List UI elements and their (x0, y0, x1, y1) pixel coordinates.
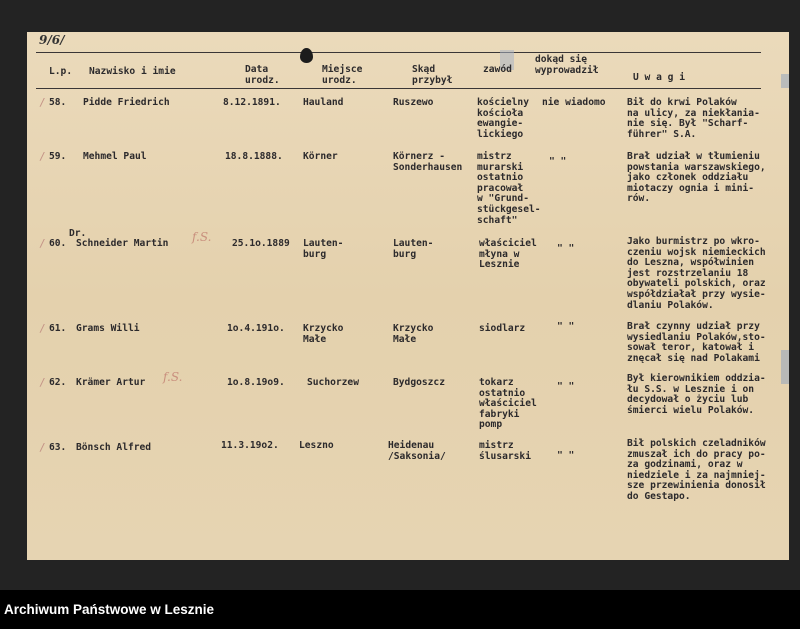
row-number: 60. (49, 238, 67, 249)
row-number: 59. (49, 151, 67, 162)
row-occupation: mistrz murarski ostatnio pracował w "Grund- stückgesel- schaft" (477, 151, 541, 226)
row-number: 58. (49, 97, 67, 108)
pencil-mark: / (39, 322, 46, 335)
row-remarks: Bił do krwi Polaków na ulicy, za niekłania- nie się. Był "Scharf- führer" S.A. (627, 97, 760, 140)
row-name: Bönsch Alfred (76, 442, 152, 453)
row-name: Mehmel Paul (83, 151, 147, 162)
row-origin: Bydgoszcz (393, 377, 445, 388)
pencil-mark: / (39, 441, 46, 454)
row-destination: " " (549, 156, 567, 167)
row-origin: Heidenau /Saksonia/ (388, 440, 446, 462)
row-birth-place: Leszno (299, 440, 334, 451)
header-name: Nazwisko i imie (89, 66, 176, 77)
header-destination: dokąd się wyprowadził (535, 54, 599, 76)
row-name: Krämer Artur (76, 377, 146, 388)
pencil-mark: / (39, 376, 46, 389)
top-rule (36, 52, 761, 53)
edge-tab (781, 74, 789, 88)
red-annotation: f.S. (163, 370, 183, 384)
row-remarks: Był kierownikiem oddzia- łu S.S. w Lesznie i on decydował o życiu lub śmierci wielu Polaków. (627, 373, 766, 416)
row-origin: Körnerz - Sonderhausen (393, 151, 463, 173)
row-remarks: Bił polskich czeladników zmuszał ich do pracy po- za godzinami, oraz w niedziele i za najmniej- sze przewinienia donosił do Gestapo. (627, 438, 766, 502)
punch-hole (300, 48, 313, 63)
header-remarks: U w a g i (633, 72, 685, 83)
row-remarks: Jako burmistrz po wkro- czeniu wojsk niemieckich do Leszna, współwinien jest rozstrzelaniu 18 obywateli polskich, oraz współdziałał przy wysie- dlaniu Polaków. (627, 236, 766, 311)
row-destination: " " (557, 450, 575, 461)
footer-bar (0, 590, 800, 629)
row-occupation: siodlarz (479, 323, 526, 334)
row-birth-date: 1o.8.19o9. (227, 377, 285, 388)
row-occupation: kościelny kościoła ewangie- lickiego (477, 97, 529, 140)
corner-note: 9/6/ (39, 33, 65, 47)
row-birth-place: Körner (303, 151, 338, 162)
row-destination: " " (557, 243, 575, 254)
row-number: 62. (49, 377, 67, 388)
row-destination: " " (557, 381, 575, 392)
archive-name: Archiwum Państwowe w Lesznie (4, 602, 215, 617)
row-title-prefix: Dr. (69, 228, 87, 239)
header-origin: Skąd przybył (412, 64, 453, 86)
row-birth-place: Krzycko Małe (303, 323, 344, 345)
row-occupation: mistrz ślusarski (479, 440, 531, 462)
row-remarks: Brał udział w tłumieniu powstania warszawskiego, jako członek oddziału miotaczy ognia i mini- rów. (627, 151, 766, 205)
row-name: Pidde Friedrich (83, 97, 170, 108)
row-name: Schneider Martin (76, 238, 169, 249)
row-birth-date: 25.1o.1889 (232, 238, 290, 249)
row-name: Grams Willi (76, 323, 140, 334)
row-birth-date: 11.3.19o2. (221, 440, 279, 451)
header-occupation: zawód (483, 64, 512, 75)
row-birth-place: Lauten- burg (303, 238, 344, 260)
row-occupation: właściciel młyna w Lesznie (479, 238, 537, 271)
pencil-mark: / (39, 150, 46, 163)
row-destination: " " (557, 321, 575, 332)
row-number: 63. (49, 442, 67, 453)
header-lp: L.p. (49, 66, 73, 77)
header-birth-date: Data urodz. (245, 64, 280, 86)
row-occupation: tokarz ostatnio właściciel fabryki pomp (479, 377, 537, 431)
row-birth-date: 8.12.1891. (223, 97, 281, 108)
row-number: 61. (49, 323, 67, 334)
row-birth-place: Hauland (303, 97, 344, 108)
pencil-mark: / (39, 237, 46, 250)
row-birth-place: Suchorzew (307, 377, 359, 388)
red-annotation: f.S. (192, 230, 212, 244)
header-rule (36, 88, 761, 89)
header-birth-place: Miejsce urodz. (322, 64, 363, 86)
edge-tab (781, 350, 789, 384)
row-birth-date: 1o.4.191o. (227, 323, 285, 334)
row-origin: Krzycko Małe (393, 323, 434, 345)
pencil-mark: / (39, 96, 46, 109)
row-destination: nie wiadomo (542, 97, 606, 108)
archival-document (27, 32, 789, 560)
row-origin: Lauten- burg (393, 238, 434, 260)
row-remarks: Brał czynny udział przy wysiedlaniu Polaków,sto- sował teror, katował i znęcał się nad Polakami (627, 321, 766, 364)
row-origin: Ruszewo (393, 97, 434, 108)
row-birth-date: 18.8.1888. (225, 151, 283, 162)
